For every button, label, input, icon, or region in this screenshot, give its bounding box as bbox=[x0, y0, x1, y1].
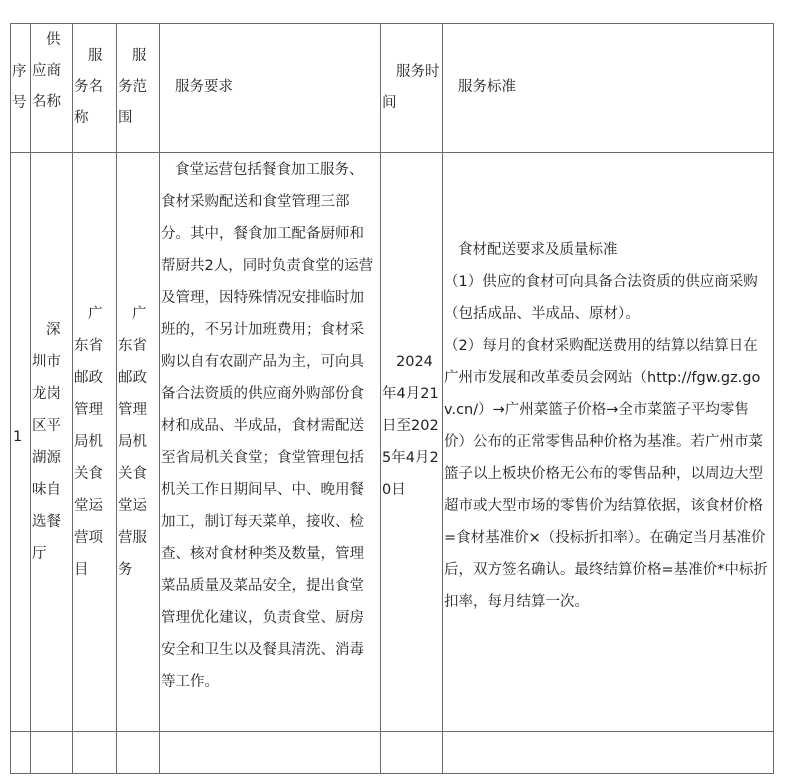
standard-title: 食材配送要求及质量标准 bbox=[458, 242, 618, 258]
col-border-left bbox=[10, 23, 11, 774]
table-border-top bbox=[10, 23, 774, 24]
table-border-bottom bbox=[10, 773, 774, 774]
row-divider bbox=[10, 731, 774, 732]
row-service-time: 2024年4月21日至2025年4月20日 bbox=[382, 354, 439, 498]
standard-item-2: （2）每月的食材采购配送费用的结算以结算日在广州市发展和改革委员会网站（http://fgw.gz.gov.cn/）→广州菜篮子价格→全市菜篮子平均零售价）公布的正常零售品种价格为基准。若广州市菜篮子以上板块价格无公布的零售品种，以周边大型超市或大型市场的零售价为结算依据，该食材价格=食材基准价×（投标折扣率）。在确定当月基准价后，双方签名确认。最终结算价格=基准价*中标折扣率，每月结算一次。 bbox=[444, 338, 768, 610]
standard-item-1: （1）供应的食材可向具备合法资质的供应商采购（包括成品、半成品、原材）。 bbox=[444, 274, 758, 322]
header-requirements: 服务要求 bbox=[175, 79, 233, 95]
col-divider-4 bbox=[159, 23, 160, 774]
header-service-name: 服务名称 bbox=[74, 48, 103, 126]
row-requirements: 食堂运营包括餐食加工服务、食材采购配送和食堂管理三部分。其中，餐食加工配备厨师和帮厨共2人，同时负责食堂的运营及管理，因特殊情况安排临时加班的，不另计加班费用；食材采购以自有农副产品为主，可向具备合法资质的供应商外购部份食材和成品、半成品，食材需配送至省局机关食堂；食堂管理包括机关工作日期间早、中、晚用餐加工，制订每天菜单，接收、检查、核对食材种类及数量，管理菜品质量及菜品安全，提出食堂管理优化建议，负责食堂、厨房安全和卫生以及餐具清洗、消毒等工作。 bbox=[161, 162, 374, 690]
col-divider-2 bbox=[72, 23, 73, 774]
row-standard bbox=[444, 234, 770, 618]
col-divider-6 bbox=[442, 23, 443, 774]
row-index: 1 bbox=[13, 429, 23, 445]
header-supplier: 供应商名称 bbox=[32, 32, 61, 110]
row-service-name: 广东省邮政管理局机关食堂运营项目 bbox=[74, 306, 103, 578]
header-divider bbox=[10, 152, 774, 153]
col-border-right bbox=[773, 23, 774, 774]
header-service-time: 服务时间 bbox=[382, 64, 440, 111]
row-service-scope: 广东省邮政管理局机关食堂运营服务 bbox=[118, 306, 147, 578]
header-index: 序号 bbox=[12, 64, 27, 111]
row-supplier: 深圳市龙岗区平湖源味自选餐厅 bbox=[32, 322, 61, 562]
header-standard: 服务标准 bbox=[458, 79, 516, 95]
col-divider-3 bbox=[116, 23, 117, 774]
col-divider-1 bbox=[30, 23, 31, 774]
col-divider-5 bbox=[380, 23, 381, 774]
header-service-scope: 服务范围 bbox=[118, 48, 147, 126]
